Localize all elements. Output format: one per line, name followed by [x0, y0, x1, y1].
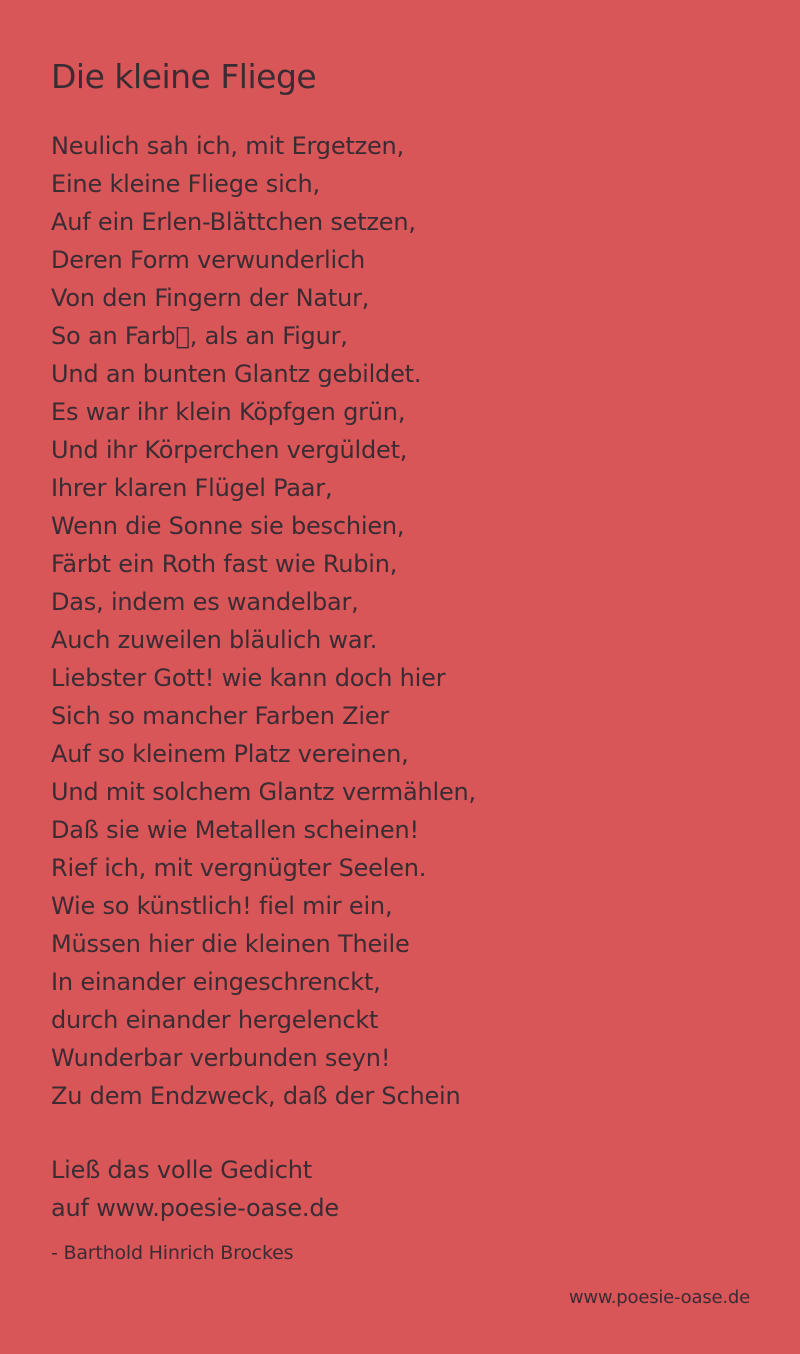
read-more-link[interactable]: auf www.poesie-oase.de [51, 1194, 339, 1222]
poem-author: - Barthold Hinrich Brockes [51, 1242, 294, 1264]
poem-line: Es war ihr klein Köpfgen grün, [51, 398, 406, 426]
poem-line: Deren Form verwunderlich [51, 246, 365, 274]
poem-line: Das, indem es wandelbar, [51, 588, 359, 616]
poem-line: In einander eingeschrenckt, [51, 968, 381, 996]
read-more-line: Ließ das volle Gedicht [51, 1156, 312, 1184]
poem-line: Ihrer klaren Flügel Paar, [51, 474, 333, 502]
poem-line: Und an bunten Glantz gebildet. [51, 360, 422, 388]
poem-line: Liebster Gott! wie kann doch hier [51, 664, 446, 692]
poem-line: Eine kleine Fliege sich, [51, 170, 320, 198]
poem-line: Wenn die Sonne sie beschien, [51, 512, 405, 540]
poem-title: Die kleine Fliege [51, 57, 317, 96]
footer-website-link[interactable]: www.poesie-oase.de [568, 1287, 750, 1308]
poem-line: Von den Fingern der Natur, [51, 284, 370, 312]
poem-line: Rief ich, mit vergnügter Seelen. [51, 854, 427, 882]
poem-line: Wie so künstlich! fiel mir ein, [51, 892, 393, 920]
poem-line: Wunderbar verbunden seyn! [51, 1044, 391, 1072]
poem-card [51, 0, 771, 1354]
poem-line: Zu dem Endzweck, daß der Schein [51, 1082, 461, 1110]
poem-line: Und ihr Körperchen vergüldet, [51, 436, 408, 464]
read-more-note [51, 1151, 339, 1227]
poem-line: Auf ein Erlen-Blättchen setzen, [51, 208, 416, 236]
poem-line: Neulich sah ich, mit Ergetzen, [51, 132, 404, 160]
poem-line: Und mit solchem Glantz vermählen, [51, 778, 476, 806]
poem-line: Müssen hier die kleinen Theile [51, 930, 410, 958]
poem-line: Auch zuweilen bläulich war. [51, 626, 378, 654]
poem-line: Daß sie wie Metallen scheinen! [51, 816, 419, 844]
poem-line: Auf so kleinem Platz vereinen, [51, 740, 409, 768]
poem-line: Färbt ein Roth fast wie Rubin, [51, 550, 398, 578]
poem-line: Sich so mancher Farben Zier [51, 702, 390, 730]
poem-body [51, 127, 476, 1115]
poem-line: So an Farb , als an Figur, [51, 322, 348, 350]
poem-line: durch einander hergelenckt [51, 1006, 379, 1034]
